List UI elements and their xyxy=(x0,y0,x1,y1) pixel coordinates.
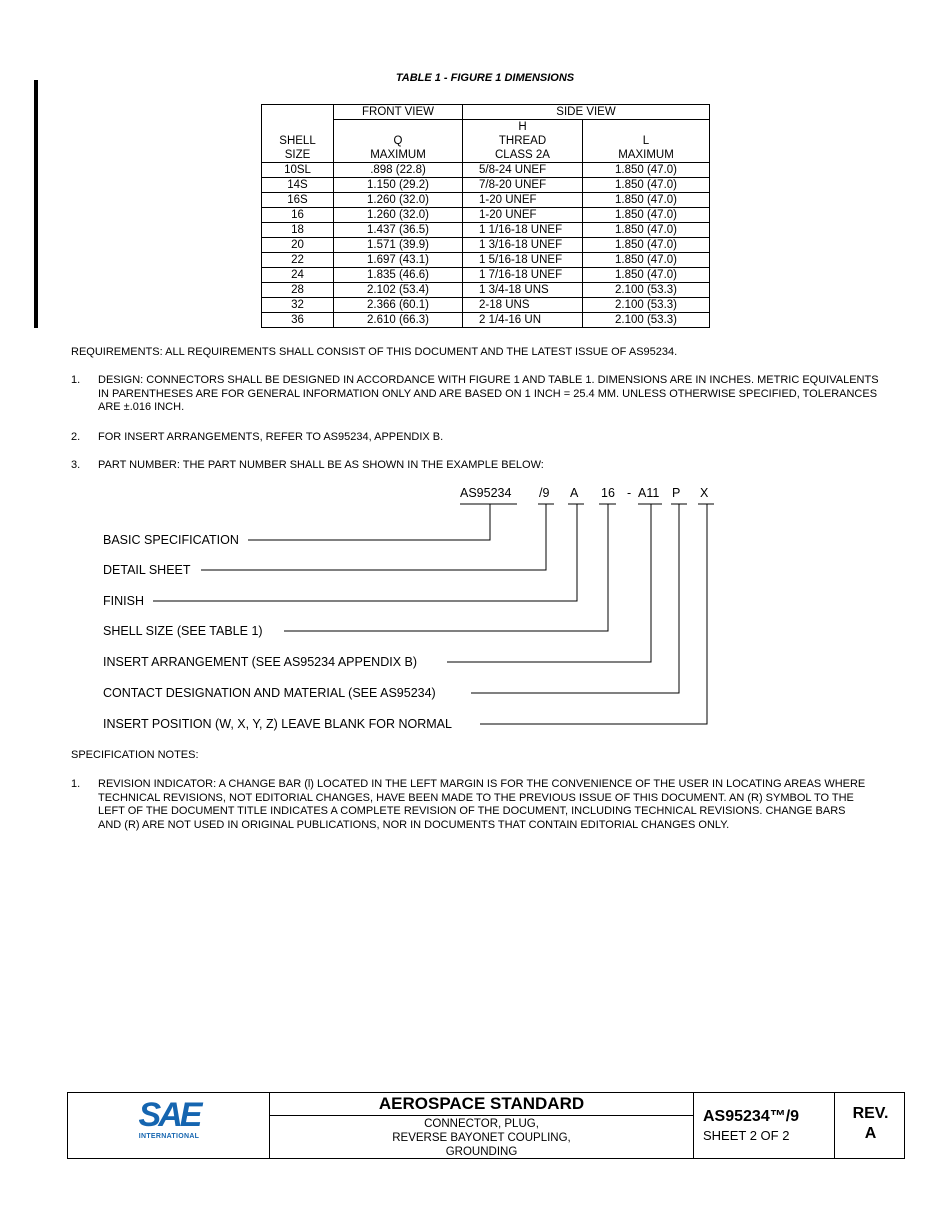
table-row xyxy=(262,253,710,268)
spec-notes-heading: SPECIFICATION NOTES: xyxy=(71,749,199,761)
table-cell: 1.150 (29.2) xyxy=(334,178,463,193)
table-cell: 1 7/16-18 UNEF xyxy=(463,268,583,283)
header-front-view: FRONT VIEW xyxy=(334,105,463,120)
title-cell xyxy=(270,1093,694,1158)
header-q: Q MAXIMUM xyxy=(334,120,463,163)
table-cell: 1.850 (47.0) xyxy=(583,223,710,238)
document-number: AS95234™/9 xyxy=(703,1108,800,1125)
req-3-num: 3. xyxy=(71,459,81,471)
table-cell: 2.366 (60.1) xyxy=(334,298,463,313)
logo-cell xyxy=(68,1093,270,1158)
table-cell: 1.850 (47.0) xyxy=(583,178,710,193)
table-cell: 16S xyxy=(262,193,334,208)
table-cell: 1.260 (32.0) xyxy=(334,208,463,223)
table-cell: 14S xyxy=(262,178,334,193)
aerospace-standard-title: AEROSPACE STANDARD xyxy=(270,1093,693,1116)
table-cell: 18 xyxy=(262,223,334,238)
pn-label-position: INSERT POSITION (W, X, Y, Z) LEAVE BLANK FOR NORMAL xyxy=(103,717,452,731)
table-cell: 1 3/16-18 UNEF xyxy=(463,238,583,253)
sheet-number: SHEET 2 OF 2 xyxy=(703,1128,790,1143)
table-cell: 10SL xyxy=(262,163,334,178)
document-description: CONNECTOR, PLUG, REVERSE BAYONET COUPLING, GROUNDING xyxy=(392,1118,571,1158)
pn-seg-contact: P xyxy=(672,486,681,500)
table-cell: 22 xyxy=(262,253,334,268)
table-cell: 2.610 (66.3) xyxy=(334,313,463,328)
header-h: H THREAD CLASS 2A xyxy=(463,120,583,163)
table-cell: 1.835 (46.6) xyxy=(334,268,463,283)
table-cell: 20 xyxy=(262,238,334,253)
pn-label-detail: DETAIL SHEET xyxy=(103,563,191,577)
rev-value: A xyxy=(864,1125,877,1142)
pn-label-finish: FINISH xyxy=(103,594,144,608)
pn-seg-basic: AS95234 xyxy=(460,486,512,500)
table-row xyxy=(262,208,710,223)
table-title: TABLE 1 - FIGURE 1 DIMENSIONS xyxy=(395,72,575,84)
table-cell: 1 5/16-18 UNEF xyxy=(463,253,583,268)
table-cell: 1-20 UNEF xyxy=(463,193,583,208)
table-row xyxy=(262,193,710,208)
table-cell: 1.850 (47.0) xyxy=(583,268,710,283)
table-row xyxy=(262,238,710,253)
table-cell: .898 (22.8) xyxy=(334,163,463,178)
table-row xyxy=(262,178,710,193)
header-l: L MAXIMUM xyxy=(583,120,710,163)
table-cell: 28 xyxy=(262,283,334,298)
table-cell: 32 xyxy=(262,298,334,313)
table-cell: 24 xyxy=(262,268,334,283)
table-row xyxy=(262,163,710,178)
table-row xyxy=(262,223,710,238)
req-1-num: 1. xyxy=(71,374,81,386)
pn-seg-detail: /9 xyxy=(539,486,550,500)
revision-cell xyxy=(835,1093,906,1158)
header-shell-size: SHELL SIZE xyxy=(262,120,334,163)
pn-seg-finish: A xyxy=(570,486,579,500)
pn-seg-shell: 16 xyxy=(601,486,615,500)
pn-label-basic: BASIC SPECIFICATION xyxy=(103,533,239,547)
table-cell: 1.437 (36.5) xyxy=(334,223,463,238)
table-cell: 2 1/4-16 UN xyxy=(463,313,583,328)
sae-logo: SAE INTERNATIONAL xyxy=(138,1096,200,1140)
table-cell: 2-18 UNS xyxy=(463,298,583,313)
table-cell: 1-20 UNEF xyxy=(463,208,583,223)
change-bar xyxy=(34,80,38,328)
header-blank xyxy=(262,105,334,120)
pn-seg-insert: A11 xyxy=(638,486,660,500)
table-cell: 36 xyxy=(262,313,334,328)
table-row xyxy=(262,313,710,328)
req-1-text: DESIGN: CONNECTORS SHALL BE DESIGNED IN ACCORDANCE WITH FIGURE 1 AND TABLE 1. DIMENSIONS ARE IN INCHES. METRIC EQUIVALENTS IN PARENTHESES ARE FOR GENERAL INFORMATION ONLY AND ARE BASED ON 1 INCH = 25.4 MM. UNLESS OTHERWISE SPECIFIED, TOLERANCES ARE ±.016 INCH. xyxy=(98,374,879,413)
table-cell: 1.850 (47.0) xyxy=(583,193,710,208)
table-cell: 1.697 (43.1) xyxy=(334,253,463,268)
table-cell: 1.260 (32.0) xyxy=(334,193,463,208)
table-cell: 2.100 (53.3) xyxy=(583,283,710,298)
dimensions-table xyxy=(261,104,710,328)
table-cell: 1 3/4-18 UNS xyxy=(463,283,583,298)
table-cell: 7/8-20 UNEF xyxy=(463,178,583,193)
table-cell: 1.850 (47.0) xyxy=(583,208,710,223)
pn-label-insert: INSERT ARRANGEMENT (SEE AS95234 APPENDIX B) xyxy=(103,655,418,669)
title-block xyxy=(67,1092,905,1159)
requirements-intro: REQUIREMENTS: ALL REQUIREMENTS SHALL CONSIST OF THIS DOCUMENT AND THE LATEST ISSUE OF AS95234. xyxy=(71,346,678,358)
table-row xyxy=(262,283,710,298)
table-cell: 5/8-24 UNEF xyxy=(463,163,583,178)
table-cell: 2.100 (53.3) xyxy=(583,313,710,328)
pn-label-shell: SHELL SIZE (SEE TABLE 1) xyxy=(103,624,263,638)
document-number-cell xyxy=(694,1093,835,1158)
table-cell: 1.571 (39.9) xyxy=(334,238,463,253)
req-2-num: 2. xyxy=(71,431,81,443)
table-row xyxy=(262,268,710,283)
header-side-view: SIDE VIEW xyxy=(463,105,710,120)
table-cell: 1.850 (47.0) xyxy=(583,253,710,268)
note-1-num: 1. xyxy=(71,778,81,790)
note-1-text: REVISION INDICATOR: A CHANGE BAR (l) LOCATED IN THE LEFT MARGIN IS FOR THE CONVENIENCE OF THE USER IN LOCATING AREAS WHERE TECHNICAL REVISIONS, NOT EDITORIAL CHANGES, HAVE BEEN MADE TO THE PREVIOUS ISSUE OF THIS DOCUMENT. AN (R) SYMBOL TO THE LEFT OF THE DOCUMENT TITLE INDICATES A COMPLETE REVISION OF THE DOCUMENT, INCLUDING TECHNICAL REVISIONS. CHANGE BARS AND (R) ARE NOT USED IN ORIGINAL PUBLICATIONS, NOR IN DOCUMENTS THAT CONTAIN EDITORIAL CHANGES ONLY. xyxy=(98,778,866,831)
rev-label: REV. xyxy=(852,1105,889,1122)
table-row xyxy=(262,298,710,313)
pn-label-contact: CONTACT DESIGNATION AND MATERIAL (SEE AS95234) xyxy=(103,686,436,700)
req-2-text: FOR INSERT ARRANGEMENTS, REFER TO AS95234, APPENDIX B. xyxy=(98,431,444,443)
table-cell: 2.100 (53.3) xyxy=(583,298,710,313)
part-number-diagram xyxy=(0,480,950,740)
table-cell: 1 1/16-18 UNEF xyxy=(463,223,583,238)
req-3-text: PART NUMBER: THE PART NUMBER SHALL BE AS SHOWN IN THE EXAMPLE BELOW: xyxy=(98,459,544,471)
table-cell: 2.102 (53.4) xyxy=(334,283,463,298)
pn-seg-dash: - xyxy=(627,486,632,500)
table-cell: 1.850 (47.0) xyxy=(583,163,710,178)
table-cell: 1.850 (47.0) xyxy=(583,238,710,253)
table-cell: 16 xyxy=(262,208,334,223)
pn-seg-position: X xyxy=(700,486,709,500)
